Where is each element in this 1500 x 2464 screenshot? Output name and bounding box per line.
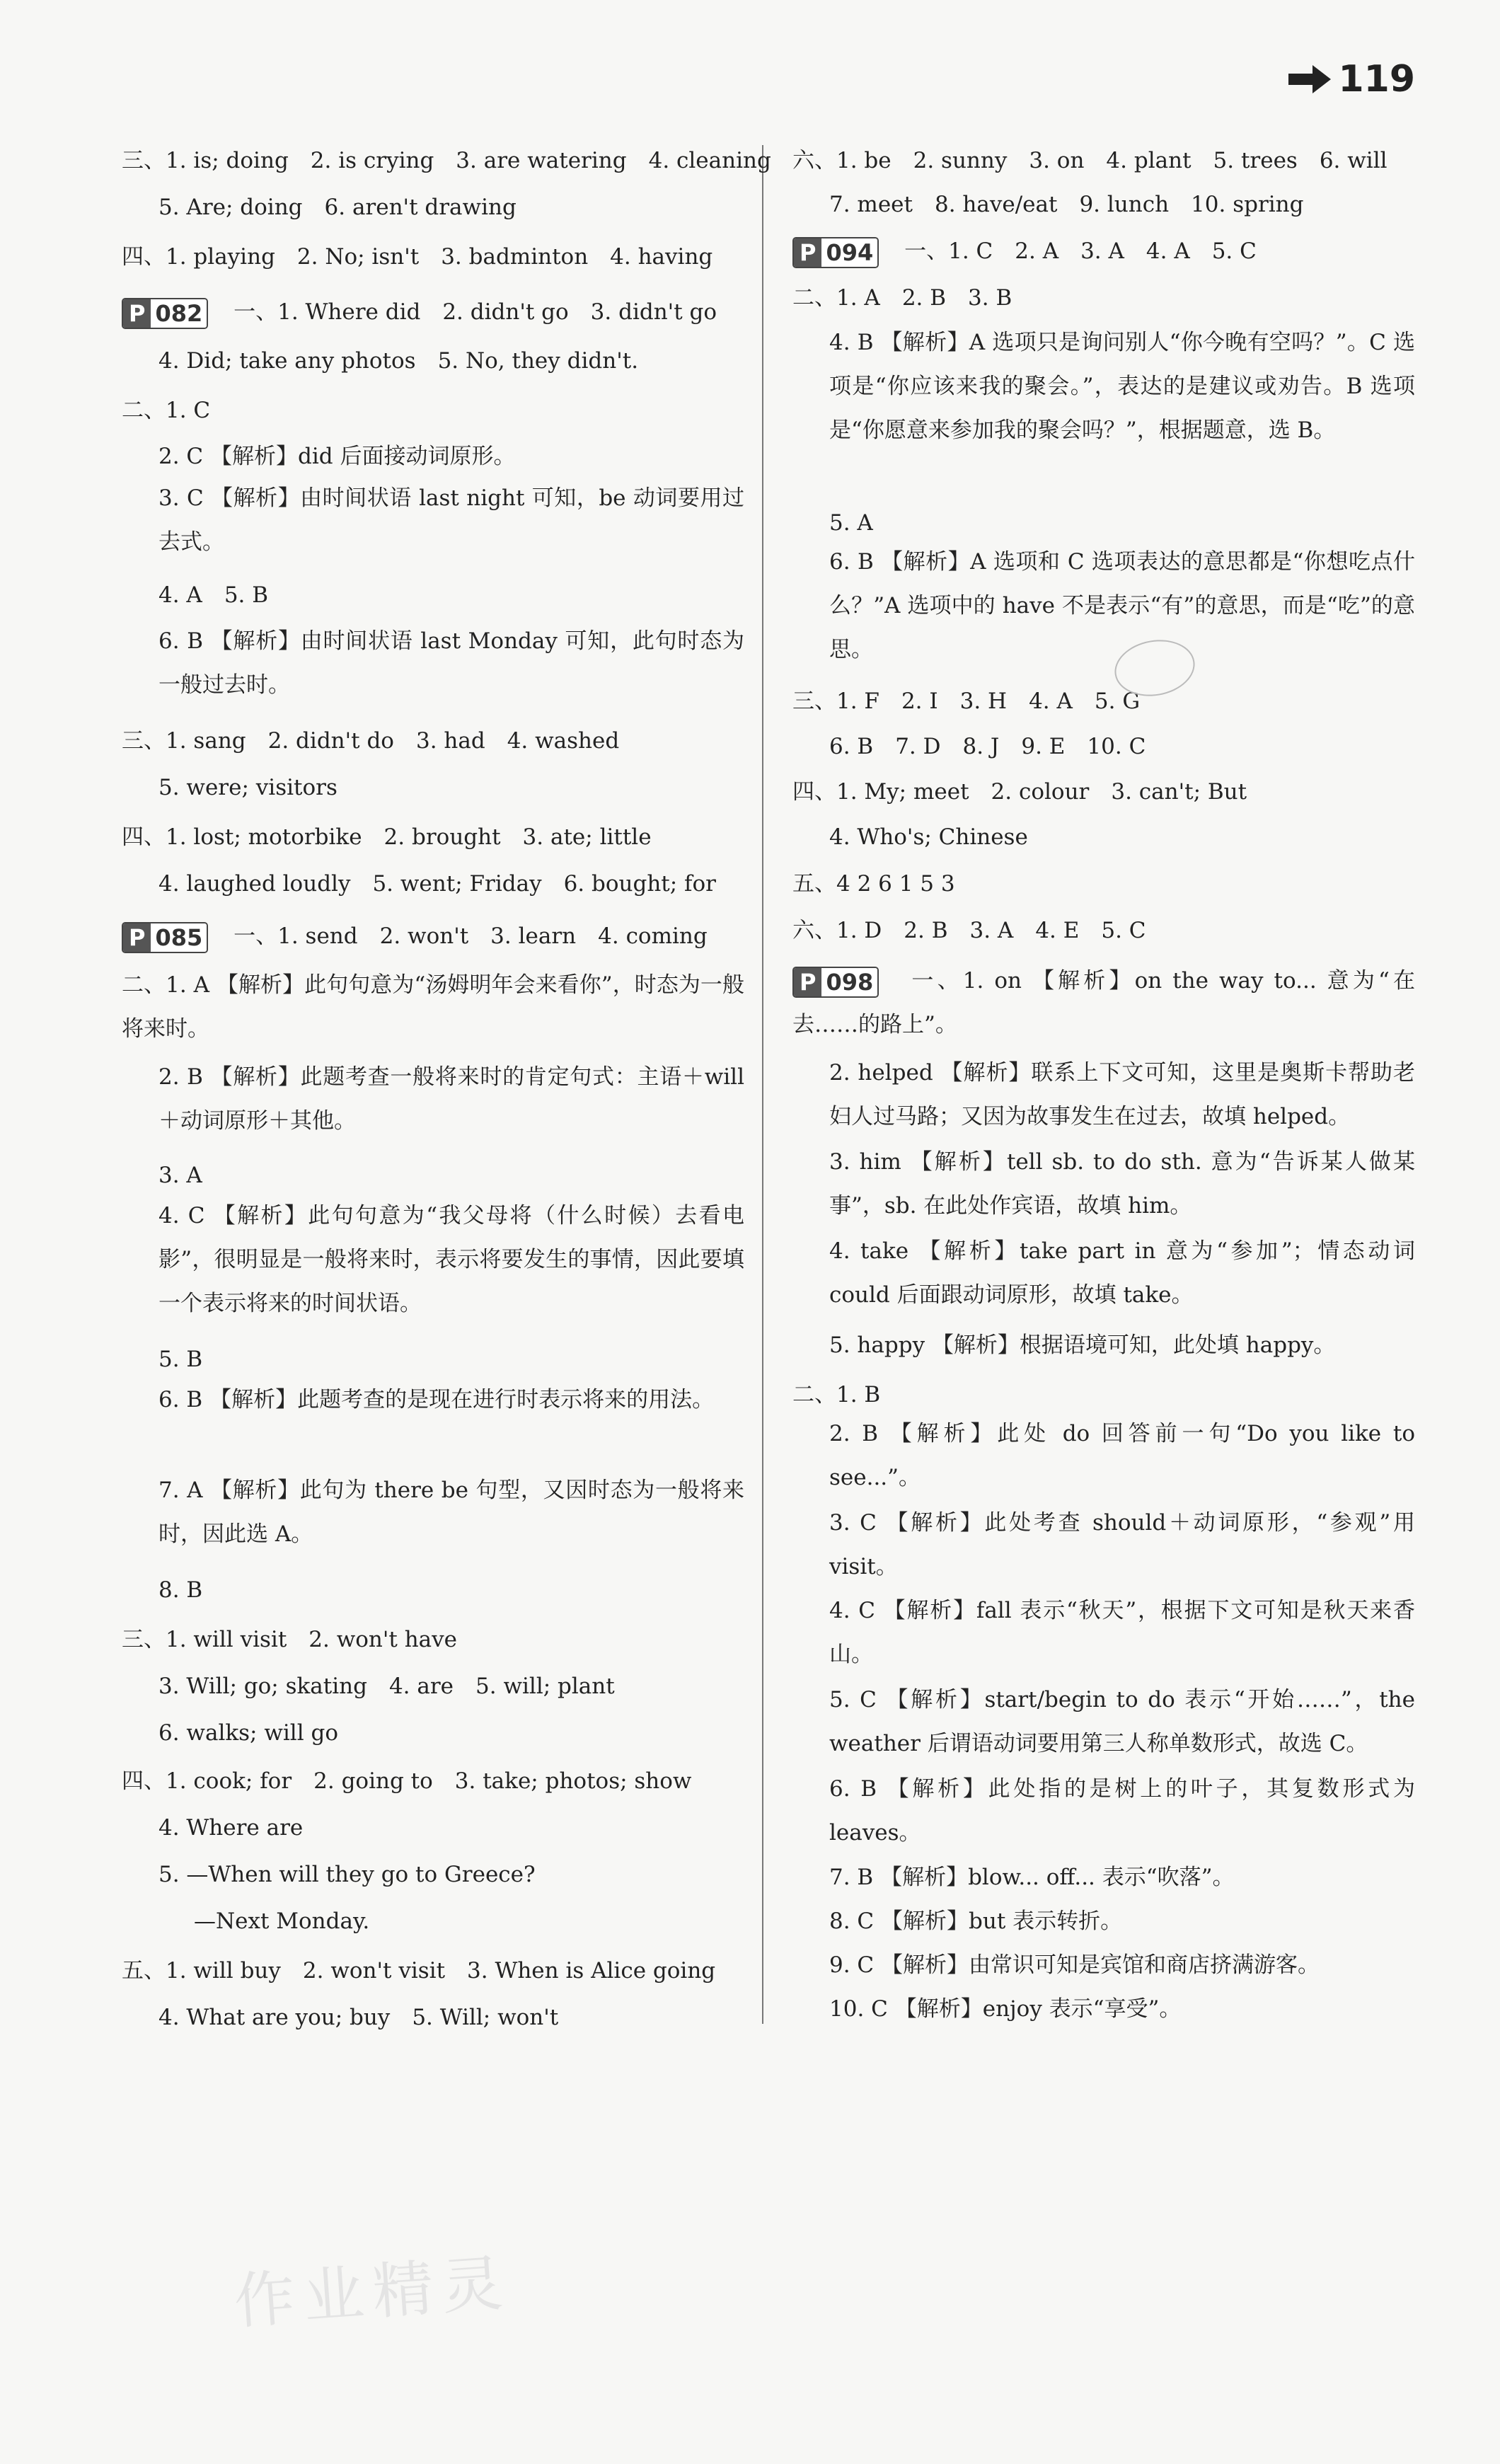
page-badge: P 098 bbox=[792, 967, 879, 998]
page-number: 119 bbox=[1288, 58, 1415, 100]
answer-line: 4. Who's; Chinese bbox=[829, 824, 1028, 850]
answer-line: 7. meet 8. have/eat 9. lunch 10. spring bbox=[829, 192, 1304, 217]
answer-line: 8. B bbox=[158, 1577, 203, 1603]
answer-line: 三、1. is; doing 2. is crying 3. are watering 4. cleaning bbox=[122, 148, 771, 173]
answer-line: 四、1. lost; motorbike 2. brought 3. ate; little bbox=[122, 824, 652, 850]
answer-line: 四、1. My; meet 2. colour 3. can't; But bbox=[792, 779, 1247, 805]
answer-line: 7. A 【解析】此句为 there be 句型，又因时态为一般将来时，因此选 A。 bbox=[158, 1478, 744, 1547]
answer-line: 2. helped 【解析】联系上下文可知，这里是奥斯卡帮助老妇人过马路；又因为故事发生在过去，故填 helped。 bbox=[829, 1060, 1415, 1129]
answer-line: 8. C 【解析】but 表示转折。 bbox=[829, 1909, 1123, 1934]
answer-line: 5. were; visitors bbox=[158, 775, 338, 800]
answer-line: 三、1. sang 2. didn't do 3. had 4. washed bbox=[122, 728, 620, 754]
answer-line: 4. What are you; buy 5. Will; won't bbox=[158, 2005, 559, 2030]
answer-line: 4. C 【解析】此句句意为“我父母将（什么时候）去看电影”，很明显是一般将来时，表示将要发生的事情，因此要填一个表示将来的时间状语。 bbox=[158, 1203, 744, 1316]
watermark: 作业精灵 bbox=[231, 2247, 514, 2338]
answer-line: 三、1. F 2. I 3. H 4. A 5. G bbox=[792, 689, 1141, 714]
answer-line: 4. Where are bbox=[158, 1815, 304, 1841]
answer-line: 6. walks; will go bbox=[158, 1720, 338, 1746]
answer-line: 3. him 【解析】tell sb. to do sth. 意为“告诉某人做某事”，sb. 在此处作宾语，故填 him。 bbox=[829, 1149, 1415, 1219]
section-p094 bbox=[792, 236, 1257, 268]
answer-line: 6. B 【解析】由时间状语 last Monday 可知，此句时态为一般过去时。 bbox=[158, 628, 744, 698]
answer-line: 2. C 【解析】did 后面接动词原形。 bbox=[158, 444, 516, 469]
answer-line: 四、1. cook; for 2. going to 3. take; photos; show bbox=[122, 1768, 692, 1794]
answer-line: 5. C 【解析】start/begin to do 表示“开始……”，the weather 后谓语动词要用第三人称单数形式，故选 C。 bbox=[829, 1687, 1415, 1756]
answer-line: 五、4 2 6 1 5 3 bbox=[792, 871, 955, 897]
answer-line: 二、1. A 【解析】此句句意为“汤姆明年会来看你”，时态为一般将来时。 bbox=[122, 972, 744, 1042]
answer-line: 五、1. will buy 2. won't visit 3. When is Alice going bbox=[122, 1958, 716, 1984]
answer-line: 4. Did; take any photos 5. No, they didn't. bbox=[158, 348, 639, 374]
answer-line: —Next Monday. bbox=[194, 1909, 370, 1934]
answer-line: 4. C 【解析】fall 表示“秋天”，根据下文可知是秋天来香山。 bbox=[829, 1598, 1415, 1667]
answer-line: 二、1. C bbox=[122, 398, 211, 423]
answer-line: 二、1. A 2. B 3. B bbox=[792, 285, 1012, 311]
answer-line: 3. Will; go; skating 4. are 5. will; plant bbox=[158, 1674, 615, 1699]
answer-line: 6. B 7. D 8. J 9. E 10. C bbox=[829, 734, 1146, 759]
answer-line: 一、1. C 2. A 3. A 4. A 5. C bbox=[904, 238, 1257, 264]
answer-line: 6. B 【解析】此题考查的是现在进行时表示将来的用法。 bbox=[158, 1387, 715, 1412]
answer-line: 4. A 5. B bbox=[158, 582, 269, 608]
answer-line: 3. C 【解析】此处考查 should＋动词原形，“参观”用 visit。 bbox=[829, 1510, 1415, 1579]
answer-line: 2. B 【解析】此处 do 回答前一句“Do you like to see...”。 bbox=[829, 1421, 1415, 1490]
answer-line: 9. C 【解析】由常识可知是宾馆和商店挤满游客。 bbox=[829, 1952, 1320, 1978]
answer-line: 一、1. send 2. won't 3. learn 4. coming bbox=[233, 923, 708, 949]
answer-line: 7. B 【解析】blow... off... 表示“吹落”。 bbox=[829, 1865, 1235, 1890]
answer-line: 6. B 【解析】此处指的是树上的叶子，其复数形式为 leaves。 bbox=[829, 1776, 1415, 1846]
section-p085 bbox=[122, 921, 708, 953]
answer-line: 5. B bbox=[158, 1347, 203, 1372]
answer-line: 4. B 【解析】A 选项只是询问别人“你今晚有空吗？”。C 选项是“你应该来我的聚会。”，表达的是建议或劝告。B 选项是“你愿意来参加我的聚会吗？”，根据题意，选 B。 bbox=[829, 330, 1415, 443]
answer-line: 六、1. D 2. B 3. A 4. E 5. C bbox=[792, 918, 1146, 943]
answer-line: 2. B 【解析】此题考查一般将来时的肯定句式：主语＋will＋动词原形＋其他。 bbox=[158, 1064, 744, 1134]
answer-line: 二、1. B bbox=[792, 1382, 881, 1407]
answer-line: 六、1. be 2. sunny 3. on 4. plant 5. trees 6. will bbox=[792, 148, 1388, 173]
answer-line: 5. —When will they go to Greece? bbox=[158, 1862, 536, 1887]
answer-line: 4. take 【解析】take part in 意为“参加”；情态动词 could 后面跟动词原形，故填 take。 bbox=[829, 1238, 1415, 1308]
answer-line: 3. A bbox=[158, 1163, 202, 1188]
page-badge: P 085 bbox=[122, 922, 208, 953]
column-divider bbox=[762, 145, 763, 2024]
answer-line: 4. laughed loudly 5. went; Friday 6. bought; for bbox=[158, 871, 717, 897]
arrow-right-icon bbox=[1288, 65, 1331, 93]
answer-line: 3. C 【解析】由时间状语 last night 可知，be 动词要用过去式。 bbox=[158, 485, 744, 555]
page-badge: P 094 bbox=[792, 237, 879, 268]
page-badge: P 082 bbox=[122, 298, 208, 329]
answer-line: 10. C 【解析】enjoy 表示“享受”。 bbox=[829, 1996, 1182, 2022]
answer-line: 5. A bbox=[829, 510, 873, 536]
answer-line: 一、1. on 【解析】on the way to... 意为“在去……的路上”。 bbox=[792, 968, 1415, 1037]
answer-line: 6. B 【解析】A 选项和 C 选项表达的意思都是“你想吃点什么？”A 选项中的 have 不是表示“有”的意思，而是“吃”的意思。 bbox=[829, 549, 1415, 662]
answer-line: 四、1. playing 2. No; isn't 3. badminton 4. having bbox=[122, 244, 713, 270]
section-p098 bbox=[792, 959, 1415, 1047]
answer-line: 一、1. Where did 2. didn't go 3. didn't go bbox=[233, 299, 717, 325]
section-p082 bbox=[122, 297, 717, 329]
answer-line: 5. Are; doing 6. aren't drawing bbox=[158, 195, 517, 220]
answer-line: 三、1. will visit 2. won't have bbox=[122, 1627, 458, 1652]
answer-line: 5. happy 【解析】根据语境可知，此处填 happy。 bbox=[829, 1332, 1336, 1358]
